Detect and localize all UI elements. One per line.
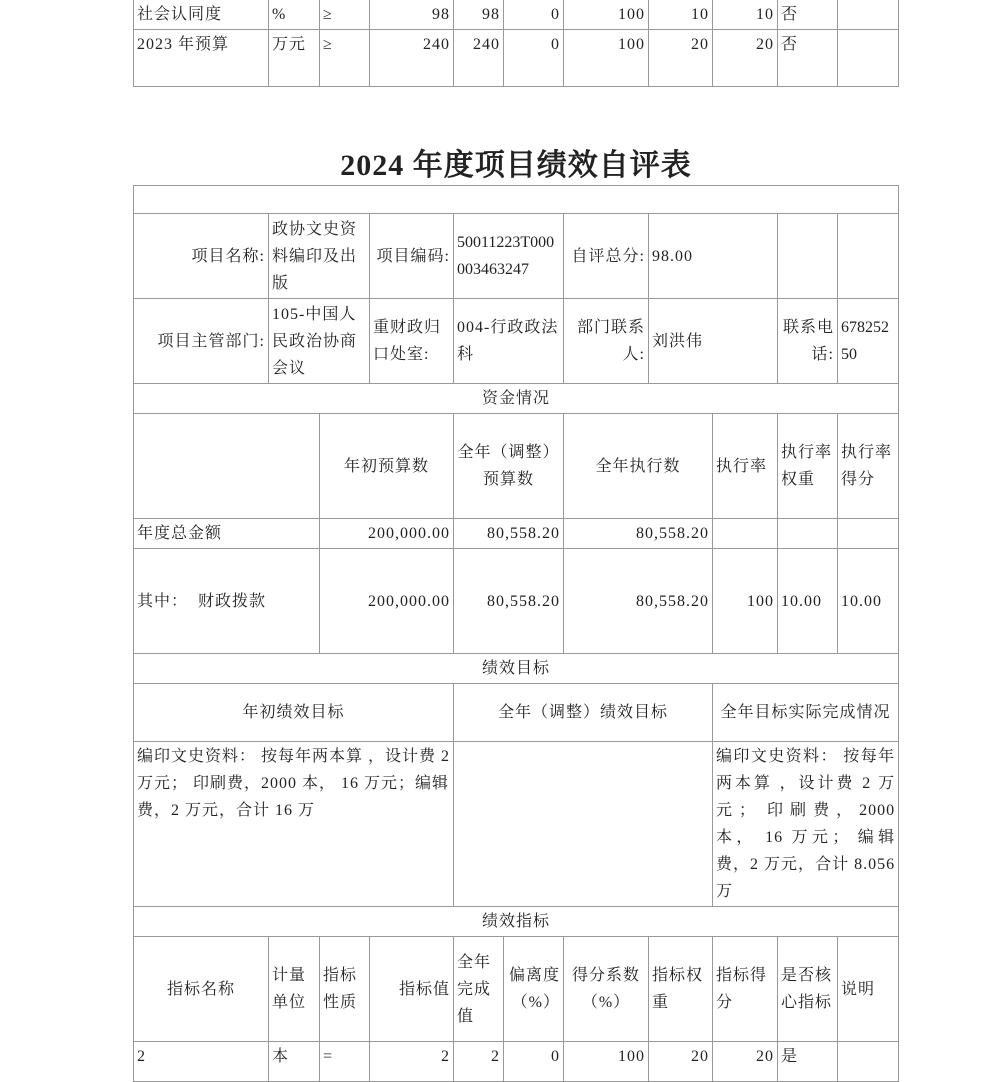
column-header: 执行率 xyxy=(713,414,778,519)
funds-header-row xyxy=(134,414,899,519)
cell: 是 xyxy=(778,1042,838,1082)
previous-indicator-table xyxy=(133,0,899,87)
page-title: 2024 年度项目绩效自评表 xyxy=(340,149,692,182)
cell: 10 xyxy=(713,0,778,30)
cell xyxy=(838,30,899,87)
column-header: 全年目标实际完成情况 xyxy=(713,684,899,742)
cell: 0 xyxy=(504,30,564,87)
cell: 年度总金额 xyxy=(134,519,320,549)
contact-person: 刘洪伟 xyxy=(649,299,778,384)
column-header: 执行率得分 xyxy=(838,414,899,519)
goals-row xyxy=(134,742,899,907)
column-header: 指标权重 xyxy=(649,937,713,1042)
table-row xyxy=(134,549,899,654)
cell: 否 xyxy=(778,30,838,87)
cell xyxy=(838,0,899,30)
cell: 0 xyxy=(504,0,564,30)
column-header: 年初绩效目标 xyxy=(134,684,454,742)
cell: 100 xyxy=(564,30,649,87)
evaluation-table xyxy=(133,185,899,1082)
table-row xyxy=(134,30,899,87)
column-header: 全年完成值 xyxy=(454,937,504,1042)
column-header: 指标值 xyxy=(370,937,454,1042)
cell: 200,000.00 xyxy=(320,519,454,549)
cell: 2 xyxy=(370,1042,454,1082)
table-row xyxy=(134,519,899,549)
column-header: 说明 xyxy=(838,937,899,1042)
cell: 100 xyxy=(564,0,649,30)
cell: 0 xyxy=(504,1042,564,1082)
column-header: 是否核心指标 xyxy=(778,937,838,1042)
cell: 80,558.20 xyxy=(454,519,564,549)
dept-info-row xyxy=(134,299,899,384)
table-row xyxy=(134,0,899,30)
cell: 2023 年预算 xyxy=(134,30,269,87)
label: 项目名称: xyxy=(134,214,269,299)
cell: = xyxy=(320,1042,370,1082)
cell: 240 xyxy=(370,30,454,87)
cell: % xyxy=(269,0,320,30)
column-header: 得分系数（%） xyxy=(564,937,649,1042)
cell: 20 xyxy=(649,30,713,87)
column-header: 偏离度（%） xyxy=(504,937,564,1042)
cell: 2 xyxy=(134,1042,269,1082)
cell: 80,558.20 xyxy=(564,549,713,654)
label: 项目编码: xyxy=(370,214,454,299)
section-heading: 绩效指标 xyxy=(134,907,899,937)
section-heading: 资金情况 xyxy=(134,384,899,414)
department: 105-中国人民政治协商会议 xyxy=(269,299,370,384)
cell: 80,558.20 xyxy=(454,549,564,654)
label: 部门联系人: xyxy=(564,299,649,384)
cell xyxy=(838,1042,899,1082)
cell: ≥ xyxy=(320,0,370,30)
cell: 万元 xyxy=(269,30,320,87)
goals-header-row xyxy=(134,684,899,742)
cell xyxy=(838,519,899,549)
cell: 其中： 财政拨款 xyxy=(134,549,320,654)
cell: 20 xyxy=(713,1042,778,1082)
cell: 100 xyxy=(564,1042,649,1082)
column-header: 执行率权重 xyxy=(778,414,838,519)
column-header: 指标性质 xyxy=(320,937,370,1042)
empty-row xyxy=(134,186,899,214)
cell: 本 xyxy=(269,1042,320,1082)
cell: 10 xyxy=(649,0,713,30)
actual-completion: 编印文史资料： 按每年两本算 ，设计费 2 万元； 印刷费，2000 本， 16 万元； 编辑费，2 万元，合计 8.056 万 xyxy=(713,742,899,907)
office: 004-行政政法科 xyxy=(454,299,564,384)
column-header: 指标名称 xyxy=(134,937,269,1042)
cell: 98 xyxy=(454,0,504,30)
column-header: 年初预算数 xyxy=(320,414,454,519)
cell: 200,000.00 xyxy=(320,549,454,654)
column-header: 全年（调整）绩效目标 xyxy=(454,684,713,742)
cell: 10.00 xyxy=(838,549,899,654)
indicators-header-row xyxy=(134,937,899,1042)
column-header: 全年执行数 xyxy=(564,414,713,519)
self-score: 98.00 xyxy=(649,214,778,299)
label: 项目主管部门: xyxy=(134,299,269,384)
table-row xyxy=(134,1042,899,1082)
project-code: 50011223T000003463247 xyxy=(454,214,564,299)
label: 自评总分: xyxy=(564,214,649,299)
cell: 2 xyxy=(454,1042,504,1082)
cell: 20 xyxy=(713,30,778,87)
cell: 10.00 xyxy=(778,549,838,654)
label: 重财政归口处室: xyxy=(370,299,454,384)
section-heading: 绩效目标 xyxy=(134,654,899,684)
project-info-row xyxy=(134,214,899,299)
adjusted-goal xyxy=(454,742,713,907)
column-header: 全年（调整）预算数 xyxy=(454,414,564,519)
cell: 社会认同度 xyxy=(134,0,269,30)
column-header: 指标得分 xyxy=(713,937,778,1042)
project-name: 政协文史资料编印及出版 xyxy=(269,214,370,299)
label: 联系电话: xyxy=(778,299,838,384)
phone: 67825250 xyxy=(838,299,899,384)
initial-goal: 编印文史资料： 按每年两本算 ，设计费 2 万元； 印刷费，2000 本， 16 万元；编辑费，2 万元，合计 16 万 xyxy=(134,742,454,907)
cell: 100 xyxy=(713,549,778,654)
cell: 否 xyxy=(778,0,838,30)
cell: 240 xyxy=(454,30,504,87)
cell: ≥ xyxy=(320,30,370,87)
cell xyxy=(713,519,778,549)
cell: 98 xyxy=(370,0,454,30)
cell: 80,558.20 xyxy=(564,519,713,549)
cell: 20 xyxy=(649,1042,713,1082)
column-header: 计量单位 xyxy=(269,937,320,1042)
cell xyxy=(778,519,838,549)
